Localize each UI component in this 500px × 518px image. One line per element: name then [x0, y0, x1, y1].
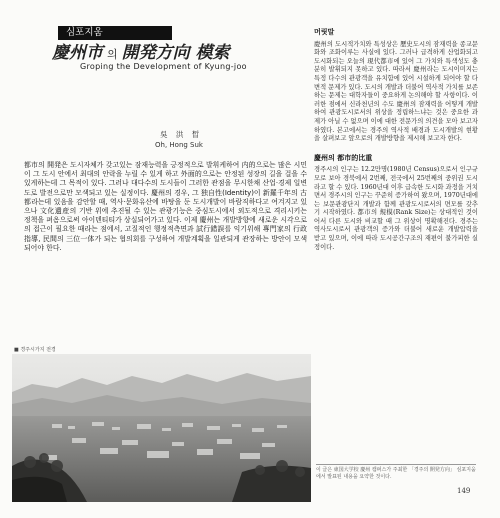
author-name-english: Oh, Hong Suk: [155, 141, 203, 149]
heading-urban-weight: 慶州의 都市的比重: [314, 153, 373, 162]
title-particle: 의: [107, 48, 118, 61]
abstract: [24, 161, 307, 341]
introduction-text: 慶州의 도시적가치와 특성상은 歷史도시의 잠재력을 종교문화와 조화이루는 사실에 있다. 그러나 급격하게 산업화되고 도시화되는 오늘의 現代都市에 있어 그 가치와 특색성도 충분히 발휘되지 못하고 있다. 따라서 慶州라는 도시이미지는 특정 다수의 관광객을 유치함에 있어 시설하게 되어야 할 다변적 문제가 있다. 도시의 개발과 더불어 역사적 가치를 보존하는 문제는 대학자들이 중요하게 논의해야 할 사항이다. 이러한 점에서 신라천년의 수도 慶州의 잠재력을 어떻게 개발하여 관광도시로서의 위상을 정립하느냐는 것은 중요한 과제가 아닐 수 없으며 이에 대한 전문가의 의견을 모아 보고자 하였다. 본고에서는 경주의 역사적 배경과 도시개발의 현황을 살펴보고 앞으로의 개발방향을 제시해 보고자 한다.: [314, 40, 478, 143]
city-panorama-image: [12, 354, 311, 502]
title-part-1: 慶州市: [52, 43, 103, 63]
article-subtitle: Groping the Development of Kyung-joo: [80, 62, 247, 71]
photo-caption-text: 경주시가지 전경: [20, 347, 56, 353]
caption-bullet-icon: ■: [14, 347, 21, 353]
section-tag: 심포지움: [58, 26, 172, 40]
article-title: [52, 38, 312, 63]
title-part-2: 開発方向 模索: [121, 43, 230, 63]
photo-caption: [14, 346, 56, 353]
page-number: 149: [457, 487, 471, 495]
author-name-korean: 吳 洪 晳: [160, 130, 203, 139]
body-text: 경주시의 인구는 12.2만명(1980년 Census)으로서 인구규모로 보아 경북에서 2번째, 전국에서 25번째의 중위권 도시라고 할 수 있다. 1960년대 이후 급속한 도시화 과정을 거치면서 경주시의 인구는 꾸준히 증가하여 왔으며, 1970년대에는 보문관광단지 개발과 함께 관광도시로서의 면모를 갖추기 시작하였다. 都市의 規模(Rank Size)는 상대적인 것이어서 다른 도시와 비교할 때 그 위상이 명확해진다. 경주는 역사도시로서 관광객의 증가와 더불어 새로운 개발압력을 받고 있으며, 이에 따라 도시공간구조의 재편이 불가피한 실정이다.: [314, 166, 478, 251]
right-column: [314, 28, 478, 498]
city-panorama-photo: [12, 354, 311, 502]
footnote: 이 글은 東国大学校 慶州 캠퍼스가 주최한 「경주의 開発方向」 심포지움에서 발표된 내용을 요약한 것이다.: [316, 464, 476, 481]
abstract-text: 都市의 開発은 도시자체가 갖고있는 잠재능력을 긍정적으로 발휘케하여 内的으로는 많은 시민이 그 도시 안에서 최대의 안락을 누릴 수 있게 하고 外面的으로는 안정된 성장의 길을 걸을 수 있게하는데 그 목적이 있다. 그러나 대다수의 도시들이 그러한 관점을 무시한채 산업·경제 일변도로 발전으로만 모색되고 있는 실정이다. 慶州의 경우, 그 独自性(Identity)이 新羅千年의 古都라는데 있음을 감안할 때, 역사·문화유산에 바탕을 둔 도시개발이 바람직하다고 여겨지고 있으나 文化遺産의 기반 위에 추진될 수 있는 관광기능은 중심도시에서 외도적으로 격리시키는 정책을 펴옴으로써 아이덴티티가 상실되어가고 있다. 이제 慶州는 개발방향에 새로운 시각으로의 접근이 필요한 때라는 점에서, 고질적인 행정적측면과 試行錯誤를 익기위해 專門家의 行政指導, 民間의 三位一体가 되는 협의회를 구성하여 개발계획을 일관되게 관장하는 방안이 모색되어야 한다.: [24, 161, 307, 252]
heading-introduction: 머릿말: [314, 28, 335, 36]
